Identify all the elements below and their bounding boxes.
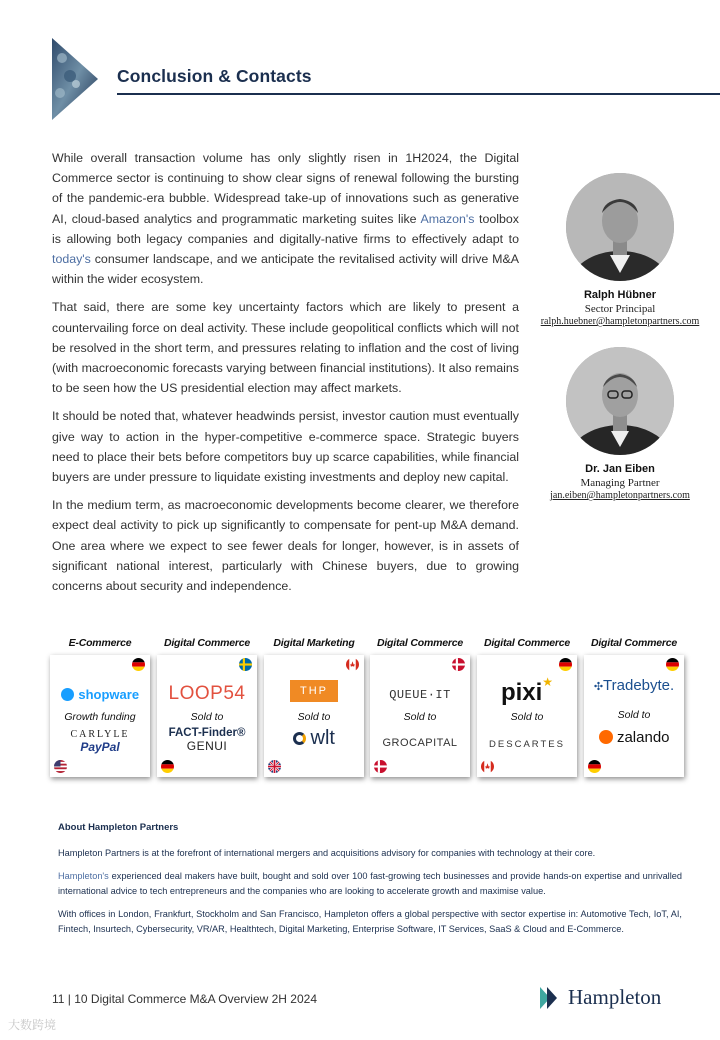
title-rule	[117, 93, 720, 95]
acquirer-logo-descartes: DESCARTES	[489, 739, 565, 750]
contact-card-ralph-huebner	[520, 173, 720, 327]
about-heading: About Hampleton Partners	[58, 822, 179, 833]
contact-role: Sector Principal	[584, 303, 656, 315]
contact-card-jan-eiben	[520, 347, 720, 501]
acquirer-logo-zalando: zalando	[616, 729, 670, 746]
deal-card	[477, 655, 577, 777]
about-paragraph-1: Hampleton Partners is at the forefront of international mergers and acquisitions advisory for companies with technology at their core.	[58, 848, 596, 858]
target-logo: shopware	[78, 687, 140, 702]
deal-card	[264, 655, 364, 777]
flag-canada-icon	[346, 658, 359, 671]
deal-tombstone-pixi	[477, 637, 577, 750]
contact-photo	[566, 347, 674, 455]
deal-subtitle: Sold to	[403, 711, 437, 723]
flag-germany-icon	[132, 658, 145, 671]
deal-category: Digital Commerce	[590, 637, 678, 649]
page-title: Conclusion & Contacts	[117, 66, 312, 86]
target-logo: pixi	[500, 679, 543, 706]
paragraph-2: That said, there are some key uncertainty factors which are likely to present a countervailing force on deal activity. These include geopolitical conflicts which will not be resolved in the short term, and pressures relating to inflation and the cost of living (with macroeconomic forecasts varying between financial institutions). It also remains to be seen how the US presidential election may affect markets.	[52, 300, 519, 396]
flag-uk-icon	[268, 760, 281, 773]
contact-email-link[interactable]: jan.eiben@hampletonpartners.com	[550, 490, 690, 501]
tradebyte-logo-icon: ✣	[593, 681, 604, 693]
flag-denmark-icon	[374, 760, 387, 773]
deal-subtitle: Sold to	[510, 711, 544, 723]
deal-card	[370, 655, 470, 777]
about-paragraph-3: With offices in London, Frankfurt, Stockholm and San Francisco, Hampleton offers a global perspective with sector expertise in: Automotive Tech, IoT, AI, Fintech, Insurtech, Cybersecurity, VR/AR, Healthtech, Digital Marketing, Enterprise Software, IT Services, SaaS & Cloud and E-Commerce.	[58, 909, 682, 934]
shopware-logo-icon	[61, 688, 74, 701]
deal-category: Digital Commerce	[376, 637, 464, 649]
acquirer-logo-genui: GENUI	[186, 739, 228, 753]
acquirer-logo-wlt: wlt	[310, 727, 335, 749]
deal-card	[157, 655, 257, 777]
star-icon: ★	[542, 675, 554, 689]
target-logo: Tradebyte.	[603, 677, 675, 694]
body-text	[52, 148, 519, 604]
deal-card	[584, 655, 684, 777]
flag-usa-icon	[54, 760, 67, 773]
flag-canada-icon	[481, 760, 494, 773]
wlt-logo-icon	[293, 732, 306, 745]
deal-category: Digital Commerce	[163, 637, 251, 649]
flag-germany-icon	[588, 760, 601, 773]
target-logo: LOOP54	[168, 683, 246, 704]
acquirer-logo-paypal: PayPal	[80, 740, 120, 754]
about-paragraph-2: Hampleton's experienced deal makers have built, bought and sold over 100 fast-growing tech businesses and provide hands-on expertise and unrivalled international advice to tech entrepreneurs and the companies who are looking to accelerate growth and maximise value.	[58, 871, 682, 896]
deal-tombstone-tradebyte	[584, 637, 684, 746]
deal-tombstone-queue-it	[370, 637, 470, 749]
paragraph-3: It should be noted that, whatever headwinds persist, investor caution must eventually give way to action in the hyper-competitive e-commerce space. Strategic buyers need to place their bets before competitors buy up scarce capabilities, while financial buyers are under pressure to liquidate existing investments and deploy new capital.	[52, 409, 519, 485]
brand-name: Hampleton	[568, 985, 662, 1009]
contact-name: Dr. Jan Eiben	[585, 463, 655, 475]
deal-category: Digital Commerce	[483, 637, 571, 649]
paragraph-1: While overall transaction volume has only slightly risen in 1H2024, the Digital Commerce sector is continuing to show clear signs of renewal following the bursting of the pandemic-era bubble. Widespread take-up of innovations such as generative AI, cloud-based analytics and programmatic marketing suites like Amazon's toolbox is allowing both legacy companies and digitally-native firms to effectively adapt to today's consumer landscape, and we anticipate the revitalised activity will drive M&A within the wider ecosystem.	[52, 151, 520, 287]
contact-name: Ralph Hübner	[583, 289, 657, 301]
flag-germany-icon	[559, 658, 572, 671]
deal-category: E-Commerce	[68, 637, 132, 649]
watermark: 大数跨境	[8, 1018, 57, 1032]
flag-sweden-icon	[239, 658, 252, 671]
contact-photo	[566, 173, 674, 281]
header-triangle-graphic	[52, 38, 98, 120]
hampleton-brand	[540, 985, 661, 1010]
target-logo: THP	[290, 680, 338, 702]
deal-tombstone-loop54	[157, 637, 257, 753]
page-footer: 11 | 10 Digital Commerce M&A Overview 2H 2024	[52, 992, 318, 1006]
deal-tombstone-shopware	[50, 637, 150, 754]
target-logo: QUEUE·IT	[389, 688, 451, 702]
contact-email-link[interactable]: ralph.huebner@hampletonpartners.com	[540, 316, 700, 327]
deal-tombstone-thp	[264, 637, 364, 749]
acquirer-logo-grocapital: GROCAPITAL	[382, 737, 458, 749]
deal-card	[50, 655, 150, 777]
hampleton-logo-icon	[540, 987, 560, 1009]
deal-subtitle: Sold to	[617, 709, 651, 721]
deal-category: Digital Marketing	[273, 637, 355, 649]
zalando-logo-icon	[599, 730, 613, 744]
contact-role: Managing Partner	[580, 477, 660, 489]
deal-subtitle: Sold to	[297, 711, 331, 723]
deal-subtitle: Growth funding	[64, 711, 136, 723]
acquirer-logo-carlyle: CARLYLE	[70, 729, 130, 740]
acquirer-logo-fact-finder: FACT-Finder®	[168, 727, 246, 739]
paragraph-4: In the medium term, as macroeconomic developments become clearer, we therefore expect deal activity to pick up significantly to compensate for pent-up M&A demand. One area where we expect to see fewer deals for longer, however, is in assets of significant national interest, particularly with Chinese buyers, due to growing concerns about security and independence.	[52, 498, 519, 594]
flag-germany-icon	[666, 658, 679, 671]
deal-subtitle: Sold to	[190, 711, 224, 723]
about-section	[58, 820, 682, 945]
flag-germany-icon	[161, 760, 174, 773]
flag-denmark-icon	[452, 658, 465, 671]
